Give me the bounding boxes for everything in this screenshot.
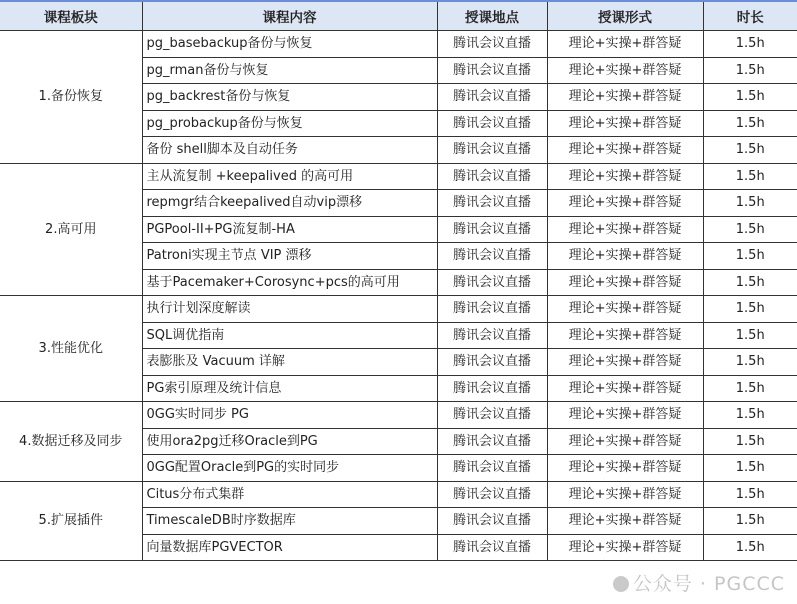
course-content: 执行计划深度解读 [142,296,437,323]
table-row [0,31,797,58]
header-location: 授课地点 [437,1,547,31]
table-row [0,296,797,323]
location: 腾讯会议直播 [437,349,547,376]
duration: 1.5h [703,508,797,535]
header-content: 课程内容 [142,1,437,31]
format: 理论+实操+群答疑 [547,31,703,58]
header-section: 课程板块 [0,1,142,31]
duration: 1.5h [703,296,797,323]
format: 理论+实操+群答疑 [547,84,703,111]
duration: 1.5h [703,57,797,84]
course-content: Patroni实现主节点 VIP 漂移 [142,243,437,270]
location: 腾讯会议直播 [437,31,547,58]
location: 腾讯会议直播 [437,190,547,217]
course-content: 向量数据库PGVECTOR [142,534,437,561]
location: 腾讯会议直播 [437,534,547,561]
course-content: 表膨胀及 Vacuum 详解 [142,349,437,376]
location: 腾讯会议直播 [437,296,547,323]
location: 腾讯会议直播 [437,216,547,243]
table-row [0,402,797,429]
course-content: Citus分布式集群 [142,481,437,508]
format: 理论+实操+群答疑 [547,349,703,376]
location: 腾讯会议直播 [437,322,547,349]
format: 理论+实操+群答疑 [547,481,703,508]
course-content: pg_probackup备份与恢复 [142,110,437,137]
location: 腾讯会议直播 [437,269,547,296]
format: 理论+实操+群答疑 [547,216,703,243]
format: 理论+实操+群答疑 [547,455,703,482]
duration: 1.5h [703,402,797,429]
location: 腾讯会议直播 [437,163,547,190]
location: 腾讯会议直播 [437,508,547,535]
format: 理论+实操+群答疑 [547,402,703,429]
course-content: 基于Pacemaker+Corosync+pcs的高可用 [142,269,437,296]
course-content: PG索引原理及统计信息 [142,375,437,402]
duration: 1.5h [703,322,797,349]
location: 腾讯会议直播 [437,84,547,111]
duration: 1.5h [703,481,797,508]
duration: 1.5h [703,190,797,217]
duration: 1.5h [703,31,797,58]
course-content: repmgr结合keepalived自动vip漂移 [142,190,437,217]
course-content: TimescaleDB时序数据库 [142,508,437,535]
table-body [0,31,797,561]
duration: 1.5h [703,243,797,270]
format: 理论+实操+群答疑 [547,428,703,455]
header-format: 授课形式 [547,1,703,31]
course-content: 备份 shell脚本及自动任务 [142,137,437,164]
format: 理论+实操+群答疑 [547,190,703,217]
format: 理论+实操+群答疑 [547,508,703,535]
table-header-row [0,1,797,31]
location: 腾讯会议直播 [437,428,547,455]
course-content: 使用ora2pg迁移Oracle到PG [142,428,437,455]
wechat-icon [613,576,629,592]
format: 理论+实操+群答疑 [547,296,703,323]
course-content: pg_basebackup备份与恢复 [142,31,437,58]
location: 腾讯会议直播 [437,137,547,164]
header-duration: 时长 [703,1,797,31]
location: 腾讯会议直播 [437,402,547,429]
format: 理论+实操+群答疑 [547,269,703,296]
course-content: 0GG实时同步 PG [142,402,437,429]
duration: 1.5h [703,216,797,243]
location: 腾讯会议直播 [437,455,547,482]
location: 腾讯会议直播 [437,243,547,270]
course-content: pg_backrest备份与恢复 [142,84,437,111]
format: 理论+实操+群答疑 [547,243,703,270]
format: 理论+实操+群答疑 [547,137,703,164]
duration: 1.5h [703,137,797,164]
table-row [0,481,797,508]
duration: 1.5h [703,428,797,455]
location: 腾讯会议直播 [437,375,547,402]
course-content: SQL调优指南 [142,322,437,349]
course-content: 0GG配置Oracle到PG的实时同步 [142,455,437,482]
course-content: pg_rman备份与恢复 [142,57,437,84]
format: 理论+实操+群答疑 [547,163,703,190]
watermark: 公众号 · PGCCC [613,572,785,596]
duration: 1.5h [703,349,797,376]
duration: 1.5h [703,110,797,137]
duration: 1.5h [703,534,797,561]
section-name: 2.高可用 [0,163,142,296]
location: 腾讯会议直播 [437,481,547,508]
location: 腾讯会议直播 [437,110,547,137]
duration: 1.5h [703,84,797,111]
format: 理论+实操+群答疑 [547,57,703,84]
format: 理论+实操+群答疑 [547,375,703,402]
duration: 1.5h [703,375,797,402]
duration: 1.5h [703,269,797,296]
section-name: 3.性能优化 [0,296,142,402]
duration: 1.5h [703,455,797,482]
section-name: 1.备份恢复 [0,31,142,164]
course-content: 主从流复制 +keepalived 的高可用 [142,163,437,190]
format: 理论+实操+群答疑 [547,322,703,349]
section-name: 4.数据迁移及同步 [0,402,142,482]
section-name: 5.扩展插件 [0,481,142,561]
duration: 1.5h [703,163,797,190]
course-content: PGPool-II+PG流复制-HA [142,216,437,243]
format: 理论+实操+群答疑 [547,534,703,561]
format: 理论+实操+群答疑 [547,110,703,137]
table-row [0,163,797,190]
location: 腾讯会议直播 [437,57,547,84]
